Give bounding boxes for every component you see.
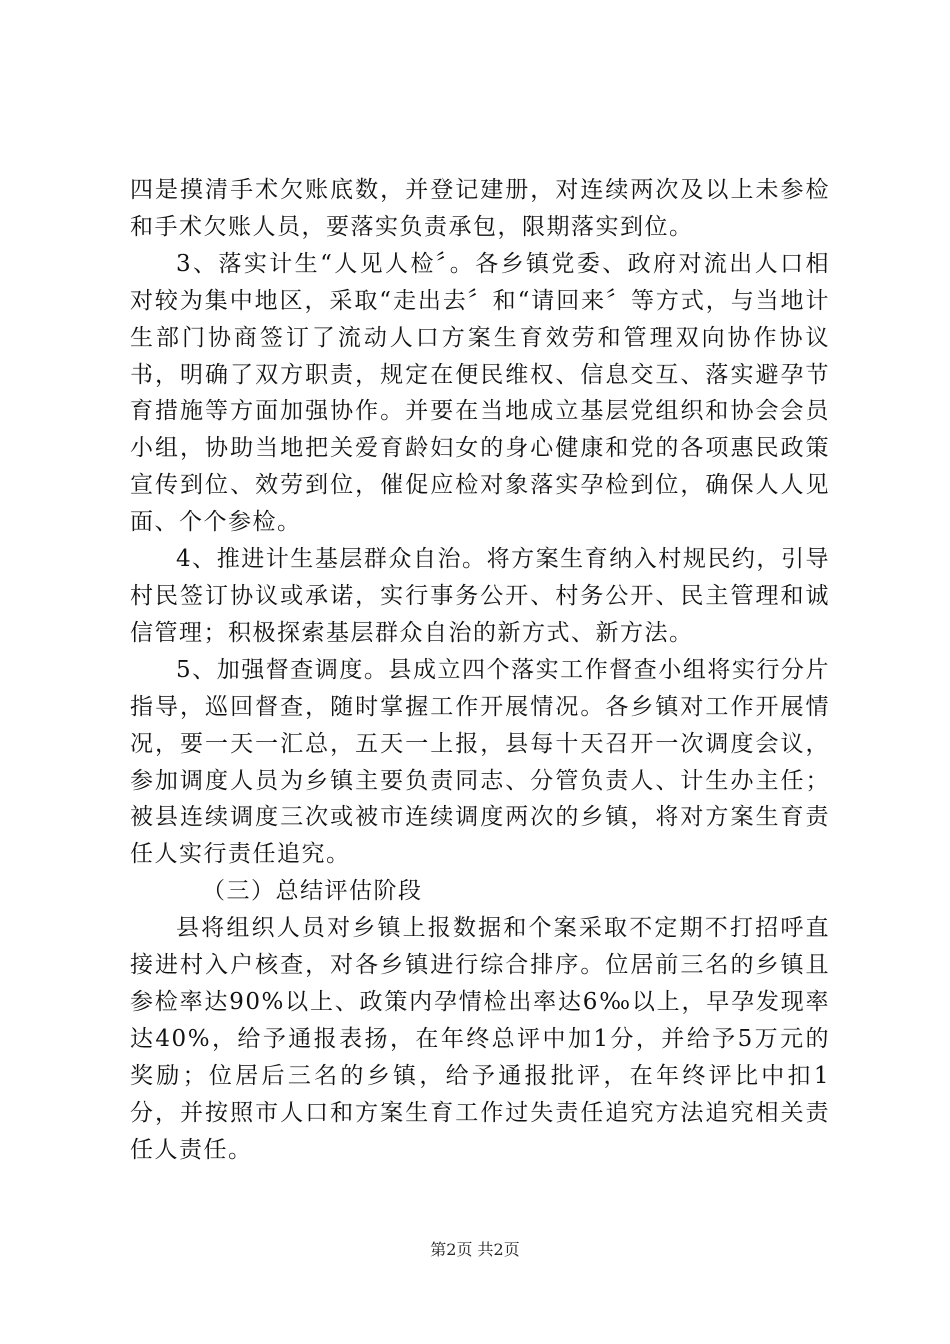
paragraph-item-3: 3、落实计生“人见人检〞。各乡镇党委、政府对流出人口相对较为集中地区，采取“走出去〞和“请回来〞等方式，与当地计生部门协商签订了流动人口方案生育效劳和管理双向协作协议书，明确了双方职责，规定在便民维权、信息交互、落实避孕节育措施等方面加强协作。并要在当地成立基层党组织和协会会员小组，协助当地把关爱育龄妇女的身心健康和党的各项惠民政策宣传到位、效劳到位，催促应检对象落实孕检到位，确保人人见面、个个参检。	[130, 250, 830, 536]
page-number-footer: 第2页 共2页	[430, 1240, 520, 1259]
paragraph-evaluation: 县将组织人员对乡镇上报数据和个案采取不定期不打招呼直接进村入户核查，对各乡镇进行综合排序。位居前三名的乡镇且参检率达90%以上、政策内孕情检出率达6‰以上，早孕发现率达40%，给予通报表扬，在年终总评中加1分，并给予5万元的奖励；位居后三名的乡镇，给予通报批评，在年终评比中扣1分，并按照市人口和方案生育工作过失责任追究方法追究相关责任人责任。	[130, 915, 830, 1163]
paragraph-item-5: 5、加强督查调度。县成立四个落实工作督查小组将实行分片指导，巡回督查，随时掌握工作开展情况。各乡镇对工作开展情况，要一天一汇总，五天一上报，县每十天召开一次调度会议，参加调度人员为乡镇主要负责同志、分管负责人、计生办主任；被县连续调度三次或被市连续调度两次的乡镇，将对方案生育责任人实行责任追究。	[130, 656, 830, 868]
document-body	[130, 172, 830, 1168]
paragraph-item-4: 4、推进计生基层群众自治。将方案生育纳入村规民约，引导村民签订协议或承诺，实行事务公开、村务公开、民主管理和诚信管理；积极探索基层群众自治的新方式、新方法。	[130, 546, 830, 646]
paragraph-continued: 四是摸清手术欠账底数，并登记建册，对连续两次及以上未参检和手术欠账人员，要落实负责承包，限期落实到位。	[130, 177, 830, 240]
section-heading-evaluation: （三）总结评估阶段	[202, 878, 423, 905]
